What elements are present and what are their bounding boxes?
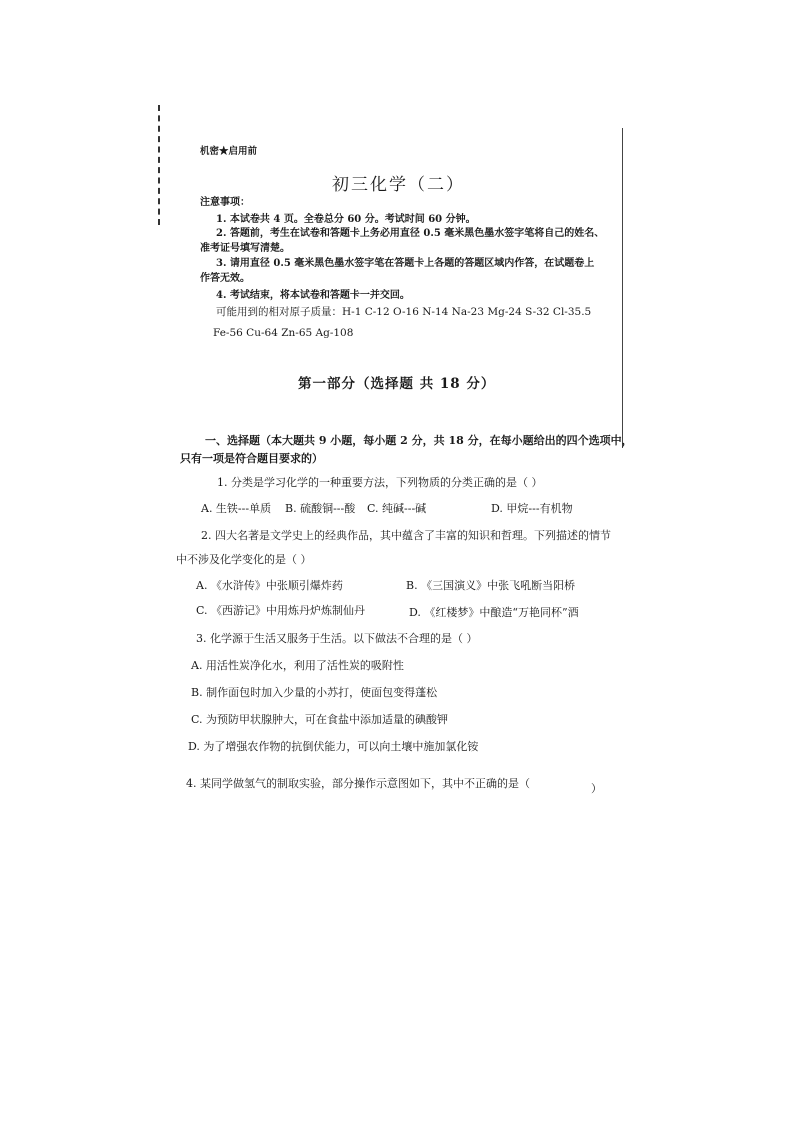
binding-edge-mark <box>158 105 160 225</box>
question-2-option-a: A. 《水浒传》中张顺引爆炸药 <box>196 579 343 592</box>
notice-item: 1. 本试卷共 4 页。全卷总分 60 分。考试时间 60 分钟。 <box>216 214 476 225</box>
atomic-mass-line: Fe-56 Cu-64 Zn-65 Ag-108 <box>213 327 354 339</box>
question-3-option-d: D. 为了增强农作物的抗倒伏能力，可以向土壤中施加氯化铵 <box>188 740 479 753</box>
question-2-stem: 2. 四大名著是文学史上的经典作品，其中蕴含了丰富的知识和哲理。下列描述的情节 <box>201 529 611 542</box>
question-1-option-d: D. 甲烷---有机物 <box>491 502 573 515</box>
notice-item: 3. 请用直径 0.5 毫米黑色墨水签字笔在答题卡上各题的答题区域内作答，在试题卷上 <box>216 258 595 269</box>
question-1-option-c: C. 纯碱---碱 <box>367 502 427 515</box>
exam-title: 初三化学（二） <box>332 175 465 195</box>
section-heading: 一、选择题（本大题共 9 小题，每小题 2 分，共 18 分，在每小题给出的四个选项中， <box>205 434 633 447</box>
notice-heading: 注意事项： <box>200 197 250 208</box>
question-1-option-a: A. 生铁---单质 <box>201 502 272 515</box>
question-3-stem: 3. 化学源于生活又服务于生活。以下做法不合理的是（ ） <box>196 632 478 645</box>
confidential-label: 机密★启用前 <box>200 146 258 157</box>
question-3-option-b: B. 制作面包时加入少量的小苏打，使面包变得蓬松 <box>191 686 438 699</box>
question-3-option-c: C. 为预防甲状腺肿大，可在食盐中添加适量的碘酸钾 <box>191 713 449 726</box>
question-4-stem: 4. 某同学做氢气的制取实验，部分操作示意图如下，其中不正确的是（ <box>186 777 530 790</box>
question-1-option-b: B. 硫酸铜---酸 <box>285 502 356 515</box>
answer-paren: ） <box>591 782 602 795</box>
section-heading: 只有一项是符合题目要求的） <box>180 452 323 465</box>
question-1-stem: 1. 分类是学习化学的一种重要方法，下列物质的分类正确的是（ ） <box>217 476 543 489</box>
question-2-stem: 中不涉及化学变化的是（ ） <box>176 553 312 566</box>
question-2-option-c: C. 《西游记》中用炼丹炉炼制仙丹 <box>196 604 366 617</box>
question-2-option-b: B. 《三国演义》中张飞吼断当阳桥 <box>406 579 576 592</box>
atomic-mass-line: 可能用到的相对原子质量：H-1 C-12 O-16 N-14 Na-23 Mg-24 S-32 Cl-35.5 <box>216 306 592 318</box>
question-3-option-a: A. 用活性炭净化水，利用了活性炭的吸附性 <box>191 659 404 672</box>
notice-item: 准考证号填写清楚。 <box>200 243 290 254</box>
question-2-option-d: D. 《红楼梦》中酿造“万艳同杯”酒 <box>409 606 579 619</box>
page-right-edge <box>622 128 623 448</box>
notice-item: 2. 答题前，考生在试卷和答题卡上务必用直径 0.5 毫米黑色墨水签字笔将自己的姓名、 <box>216 228 605 239</box>
notice-item: 作答无效。 <box>200 273 250 284</box>
part-title: 第一部分（选择题 共 18 分） <box>298 376 496 392</box>
notice-item: 4. 考试结束，将本试卷和答题卡一并交回。 <box>216 290 410 301</box>
